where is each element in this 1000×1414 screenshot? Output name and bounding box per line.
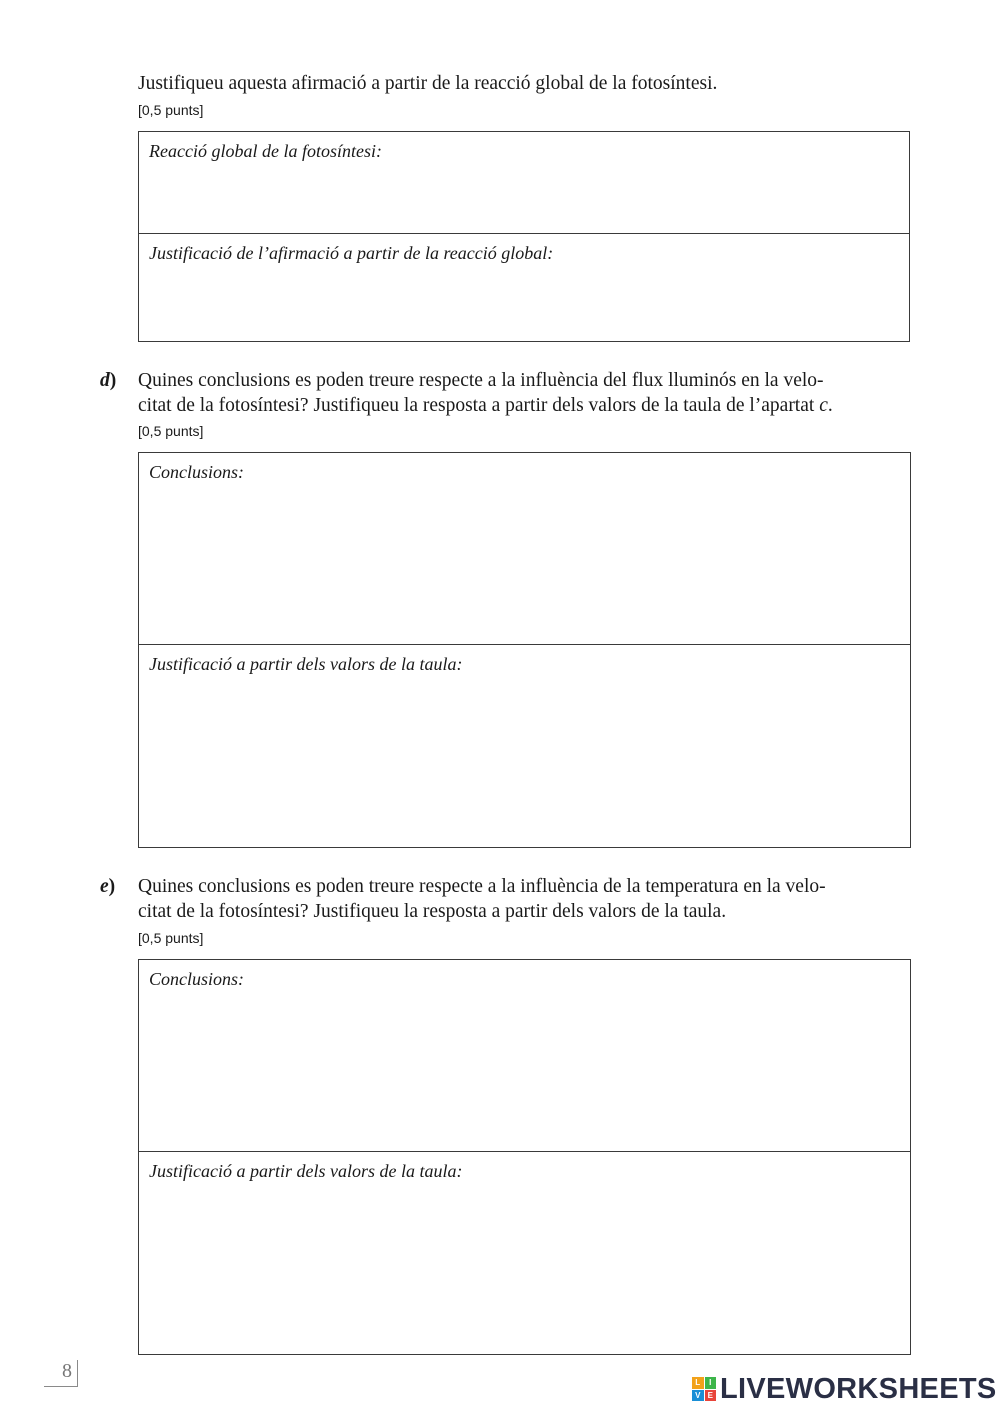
question-d-justification-input[interactable] [147, 679, 902, 839]
question-d-conclusions-input[interactable] [147, 487, 902, 636]
reaction-justification-input[interactable] [147, 268, 901, 333]
question-d-justification-label: Justificació a partir dels valors de la taula: [149, 654, 463, 674]
question-e-conclusions-label: Conclusions: [149, 969, 245, 989]
question-d-answer-box [138, 452, 911, 848]
reaction-label: Reacció global de la fotosíntesi: [149, 141, 382, 161]
question-d-conclusions-label: Conclusions: [149, 462, 245, 482]
question-d-text [138, 368, 910, 418]
question-e-justification-input[interactable] [147, 1186, 902, 1346]
logo-letter: E [705, 1390, 717, 1402]
intro-question-text: Justifiqueu aquesta afirmació a partir de la reacció global de la fotosíntesi. [138, 73, 718, 94]
liveworksheets-wordmark: LIVEWORKSHEETS [720, 1372, 997, 1405]
reaction-justification-label: Justificació de l’afirmació a partir de la reacció global: [149, 243, 554, 263]
logo-letter: L [692, 1377, 704, 1389]
question-d-points: [0,5 punts] [138, 423, 204, 439]
question-e-answer-box [138, 959, 911, 1355]
question-e-points: [0,5 punts] [138, 930, 204, 946]
logo-letter: I [705, 1377, 717, 1389]
question-d-letter: d) [100, 370, 117, 391]
reaction-cell [139, 132, 909, 233]
question-e-letter: e) [100, 876, 116, 897]
question-e-text [138, 874, 910, 924]
question-d-conclusions-cell [139, 453, 910, 644]
logo-letter: V [692, 1390, 704, 1402]
question-e-conclusions-cell [139, 960, 910, 1151]
question-e-justification-cell [139, 1151, 910, 1354]
reaction-justification-cell [139, 233, 909, 341]
question-e-line1: Quines conclusions es poden treure respecte a la influència de la temperatura en la velo- [138, 876, 826, 897]
intro-points: [0,5 punts] [138, 102, 204, 118]
liveworksheets-logo-icon [692, 1377, 716, 1401]
page-number [44, 1360, 78, 1387]
question-d-line1: Quines conclusions es poden treure respecte a la influència del flux lluminós en la velo- [138, 370, 824, 391]
intro-answer-box [138, 131, 910, 342]
liveworksheets-brand[interactable] [692, 1372, 997, 1406]
question-e-line2: citat de la fotosíntesi? Justifiqueu la resposta a partir dels valors de la taula. [138, 901, 727, 922]
question-e-justification-label: Justificació a partir dels valors de la taula: [149, 1161, 463, 1181]
page-number-text: 8 [62, 1360, 72, 1382]
question-d-justification-cell [139, 644, 910, 847]
question-d-line2: citat de la fotosíntesi? Justifiqueu la resposta a partir dels valors de la taula de l’apartat c. [138, 395, 833, 416]
question-e-conclusions-input[interactable] [147, 994, 902, 1143]
reaction-answer-input[interactable] [147, 166, 901, 225]
